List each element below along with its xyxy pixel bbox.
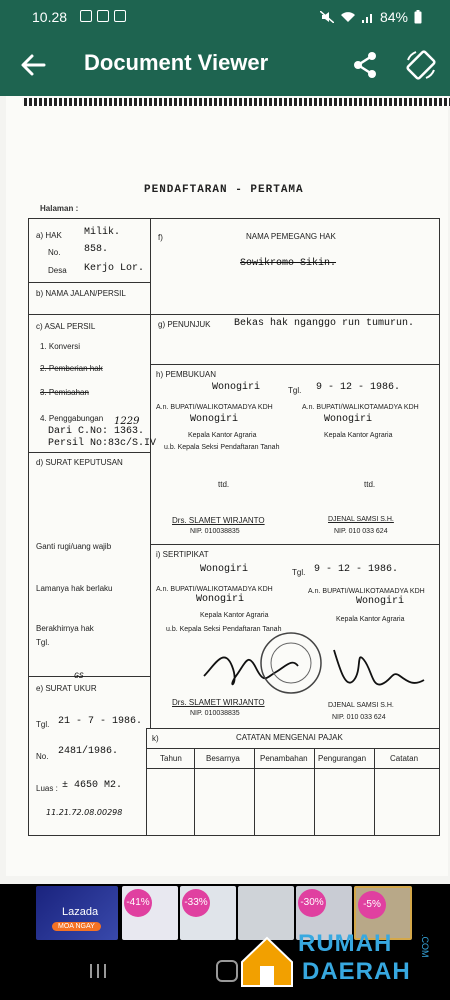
column-divider-lower [146, 728, 147, 836]
rotate-screen-icon[interactable] [404, 48, 438, 82]
c-item-3: 3. Pemisahan [40, 388, 89, 397]
h-wonogiri-left: Wonogiri [190, 414, 239, 425]
recent-apps-icon[interactable] [88, 962, 108, 980]
discount-badge: -33% [182, 889, 210, 917]
i-nip-right: NIP. 010 033 624 [332, 714, 386, 721]
app-notification-icon [114, 10, 126, 22]
watermark-suffix: .COM [420, 934, 430, 958]
tax-col-line [314, 748, 315, 836]
row-line [146, 768, 440, 769]
c-label: c) ASAL PERSIL [36, 322, 96, 331]
battery-level: 84% [379, 9, 408, 25]
a-desa-value: Kerjo Lor. [84, 263, 145, 274]
discount-badge: -30% [298, 889, 326, 917]
watermark-text-bottom: DAERAH [302, 958, 411, 985]
k-col-penambahan: Penambahan [260, 754, 308, 763]
h-ttd-right: ttd. [364, 480, 376, 489]
k-col-pengurangan: Pengurangan [318, 754, 367, 763]
i-an-bupati-right: A.n. BUPATI/WALIKOTAMADYA KDH [308, 588, 425, 595]
form-frame [28, 218, 440, 836]
e-tgl-label: Tgl. [36, 720, 50, 729]
back-arrow-icon[interactable] [18, 50, 48, 80]
h-ttd-left: ttd. [218, 480, 230, 489]
h-label: h) PEMBUKUAN [156, 370, 217, 379]
d-tgl-label: Tgl. [36, 638, 50, 647]
status-time: 10.28 [32, 9, 68, 25]
i-date: 9 - 12 - 1986. [314, 564, 399, 575]
e-code: 11.21.72.08.00298 [46, 808, 123, 817]
e-tgl-value: 21 - 7 - 1986. [58, 716, 143, 727]
i-wonogiri-right: Wonogiri [356, 596, 405, 607]
a-desa-label: Desa [48, 266, 67, 275]
c-item-1: 1. Konversi [40, 342, 81, 351]
k-col-catatan: Catatan [390, 754, 419, 763]
signal-icon [362, 11, 374, 23]
h-city: Wonogiri [212, 382, 261, 393]
notification-icons [80, 10, 126, 22]
i-official-right: DJENAL SAMSI S.H. [328, 702, 394, 709]
c-persil-value: Persil No:83c/S.IV [48, 438, 157, 449]
tax-col-line [254, 748, 255, 836]
system-icons [320, 9, 422, 25]
h-an-bupati-right: A.n. BUPATI/WALIKOTAMADYA KDH [302, 404, 419, 411]
h-ub-kepala: u.b. Kepala Seksi Pendaftaran Tanah [164, 444, 280, 451]
ad-product-1[interactable] [122, 886, 178, 940]
row-line [150, 364, 440, 365]
c-dari-value: Dari C.No: 1363. [48, 426, 145, 437]
e-no-label: No. [36, 752, 49, 761]
row-line [28, 452, 150, 453]
discount-badge: -41% [124, 889, 152, 917]
i-nip-left: NIP. 010038835 [190, 710, 240, 717]
i-official-left: Drs. SLAMET WIRJANTO [172, 698, 265, 707]
a-label: a) HAK [36, 231, 62, 240]
d-berakhirnya: Berakhirnya hak [36, 624, 94, 633]
h-tgl-label: Tgl. [288, 386, 302, 395]
lazada-cta: MOA NGAY [52, 922, 101, 931]
wifi-icon [340, 11, 356, 23]
row-line [28, 676, 150, 677]
image-notification-icon [97, 10, 109, 22]
f-holder-name: Sowikromo Sikin. [240, 258, 337, 269]
tax-col-line [194, 748, 195, 836]
h-official-right: DJENAL SAMSI S.H. [328, 516, 394, 523]
k-col-tahun: Tahun [160, 754, 182, 763]
halaman-label: Halaman : [40, 204, 79, 213]
e-no-value: 2481/1986. [58, 746, 119, 757]
c-hand-number: 1229 [114, 416, 140, 427]
i-an-bupati-left: A.n. BUPATI/WALIKOTAMADYA KDH [156, 586, 273, 593]
share-icon[interactable] [350, 50, 380, 80]
battery-icon [414, 10, 422, 24]
lazada-name: Lazada [62, 906, 99, 918]
gallery-notification-icon [80, 10, 92, 22]
row-line [146, 728, 440, 729]
h-nip-right: NIP. 010 033 624 [334, 528, 388, 535]
i-kepala-right: Kepala Kantor Agraria [336, 616, 405, 623]
d-lamanya: Lamanya hak berlaku [36, 584, 113, 593]
lazada-ad[interactable] [36, 886, 118, 940]
app-bar [0, 34, 450, 96]
row-line [146, 748, 440, 749]
i-tgl-label: Tgl. [292, 568, 306, 577]
i-ub-kepala: u.b. Kepala Seksi Pendaftaran Tanah [166, 626, 282, 633]
b-label: b) NAMA JALAN/PERSIL [36, 289, 126, 298]
k-col-besarnya: Besarnya [206, 754, 240, 763]
discount-badge: -5% [358, 891, 386, 919]
house-logo-icon [238, 932, 296, 990]
d-ganti-rugi: Ganti rugi/uang wajib [36, 542, 112, 551]
scanned-document [6, 96, 448, 876]
e-luas-label: Luas : [36, 784, 58, 793]
document-title: PENDAFTARAN - PERTAMA [144, 184, 304, 196]
mute-icon [320, 11, 334, 23]
e-hand-gs: GS [74, 672, 84, 681]
a-hak-value: Milik. [84, 227, 121, 238]
f-title: NAMA PEMEGANG HAK [246, 232, 336, 241]
signature-djenal [328, 636, 438, 706]
k-label: k) [152, 734, 159, 743]
c-item-4: 4. Penggabungan [40, 414, 104, 423]
g-label: g) PENUNJUK [158, 320, 211, 329]
row-line [28, 282, 150, 283]
document-viewer[interactable] [0, 96, 450, 884]
i-kepala-left: Kepala Kantor Agraria [200, 612, 269, 619]
a-no-label: No. [48, 248, 61, 257]
row-line [150, 544, 440, 545]
scan-edge-strip [24, 98, 450, 106]
c-item-2: 2. Pemberian hak [40, 364, 103, 373]
h-an-bupati-left: A.n. BUPATI/WALIKOTAMADYA KDH [156, 404, 273, 411]
row-line [28, 314, 150, 315]
g-value: Bekas hak nganggo run tumurun. [234, 318, 415, 329]
e-luas-value: ± 4650 M2. [62, 780, 123, 791]
f-label: f) [158, 233, 163, 242]
column-divider [150, 218, 151, 728]
d-label: d) SURAT KEPUTUSAN [36, 458, 123, 467]
app-title: Document Viewer [84, 50, 269, 75]
i-label: i) SERTIPIKAT [156, 550, 209, 559]
h-kepala-right: Kepala Kantor Agraria [324, 432, 393, 439]
h-nip-left: NIP. 010038835 [190, 528, 240, 535]
e-label: e) SURAT UKUR [36, 684, 97, 693]
tax-col-line [374, 748, 375, 836]
official-stamp [256, 628, 326, 698]
h-kepala-left: Kepala Kantor Agraria [188, 432, 257, 439]
k-title: CATATAN MENGENAI PAJAK [236, 733, 343, 742]
status-bar [0, 0, 450, 34]
h-official-left: Drs. SLAMET WIRJANTO [172, 516, 265, 525]
ad-product-2[interactable] [180, 886, 236, 940]
a-no-value: 858. [84, 244, 109, 255]
h-wonogiri-right: Wonogiri [324, 414, 373, 425]
watermark-text-top: RUMAH [298, 930, 393, 957]
row-line [150, 314, 440, 315]
home-button[interactable] [216, 960, 238, 982]
h-date: 9 - 12 - 1986. [316, 382, 401, 393]
watermark [236, 930, 446, 990]
i-wonogiri-left: Wonogiri [196, 594, 245, 605]
i-city: Wonogiri [200, 564, 249, 575]
